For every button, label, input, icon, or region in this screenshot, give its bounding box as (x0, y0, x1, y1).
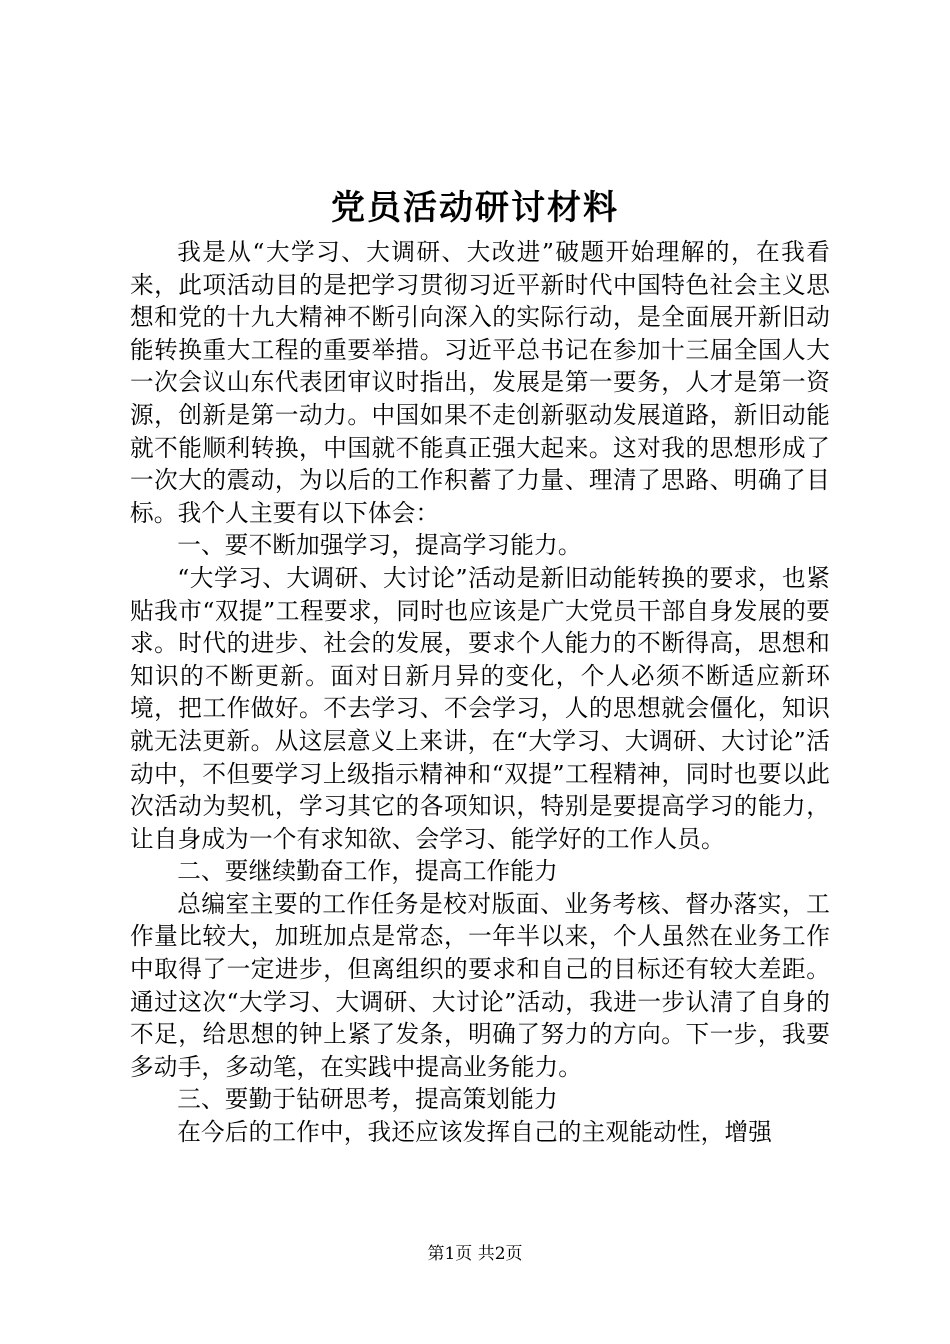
page-footer: 第1页 共2页 (427, 1244, 523, 1264)
paragraph-section-2: 总编室主要的工作任务是校对版面、业务考核、督办落实，工作量比较大，加班加点是常态，一年半以来，个人虽然在业务工作中取得了一定进步，但离组织的要求和自己的目标还有较大差距。通过这次“大学习、大调研、大讨论”活动，我进一步认清了自身的不足，给思想的钟上紧了发条，明确了努力的方向。下一步，我要多动手，多动笔，在实践中提高业务能力。 (130, 889, 830, 1081)
section-heading-1: 一、要不断加强学习，提高学习能力。 (177, 531, 582, 560)
document-title: 党员活动研讨材料 (331, 188, 619, 228)
paragraph-intro: 我是从“大学习、大调研、大改进”破题开始理解的，在我看来，此项活动目的是把学习贯彻习近平新时代中国特色社会主义思想和党的十九大精神不断引向深入的实际行动，是全面展开新旧动能转换重大工程的重要举措。习近平总书记在参加十三届全国人大一次会议山东代表团审议时指出，发展是第一要务，人才是第一资源，创新是第一动力。中国如果不走创新驱动发展道路，新旧动能就不能顺利转换，中国就不能真正强大起来。这对我的思想形成了一次大的震动，为以后的工作积蓄了力量、理清了思路、明确了目标。我个人主要有以下体会： (130, 238, 830, 527)
document-body (130, 236, 830, 1149)
paragraph-section-3: 在今后的工作中，我还应该发挥自己的主观能动性，增强 (177, 1118, 773, 1147)
section-heading-3: 三、要勤于钻研思考，提高策划能力 (177, 1085, 558, 1114)
paragraph-section-1: “大学习、大调研、大讨论”活动是新旧动能转换的要求，也紧贴我市“双提”工程要求，同时也应该是广大党员干部自身发展的要求。时代的进步、社会的发展，要求个人能力的不断得高，思想和知识的不断更新。面对日新月异的变化，个人必须不断适应新环境，把工作做好。不去学习、不会学习，人的思想就会僵化，知识就无法更新。从这层意义上来讲，在“大学习、大调研、大讨论”活动中，不但要学习上级指示精神和“双提”工程精神，同时也要以此次活动为契机，学习其它的各项知识，特别是要提高学习的能力，让自身成为一个有求知欲、会学习、能学好的工作人员。 (130, 563, 830, 853)
section-heading-2: 二、要继续勤奋工作，提高工作能力 (177, 857, 558, 886)
